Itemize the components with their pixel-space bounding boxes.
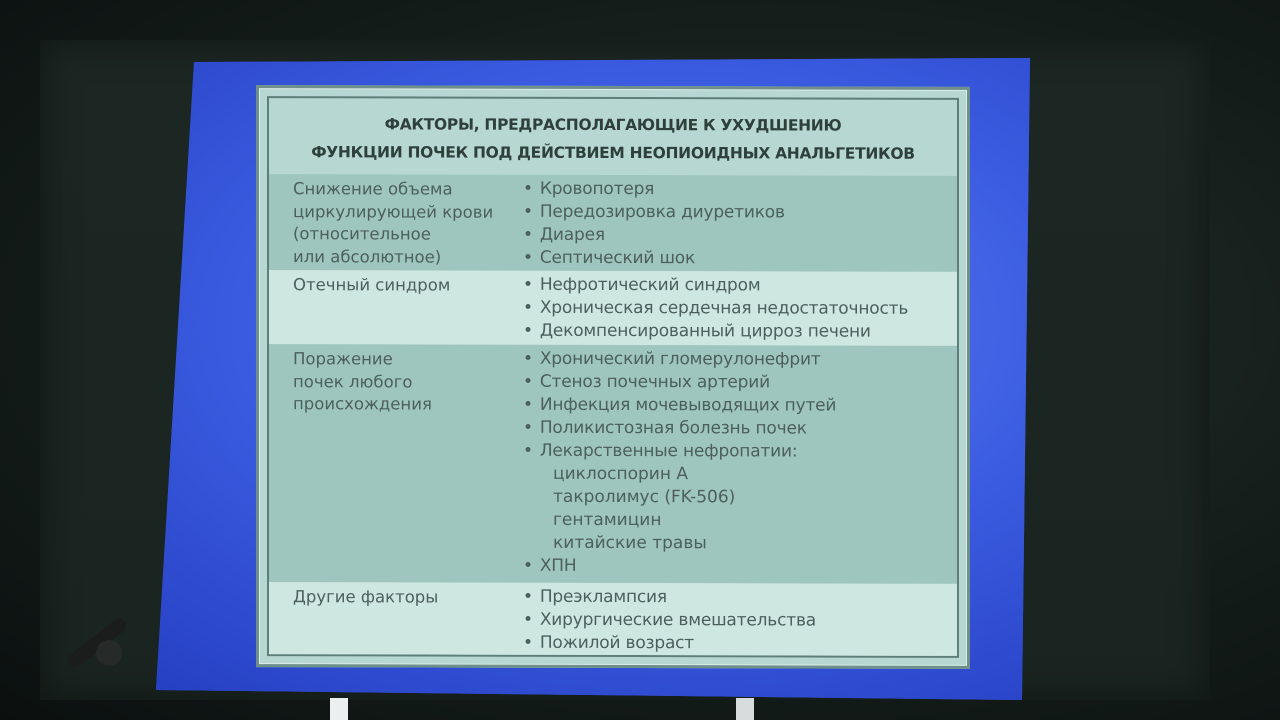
factor-items xyxy=(523,274,953,344)
title-line-1: ФАКТОРЫ, ПРЕДРАСПОЛАГАЮЩИЕ К УХУДШЕНИЮ xyxy=(384,115,842,135)
factor-item: • Нефротический синдром xyxy=(523,274,953,298)
factor-row-blood-volume xyxy=(269,174,957,272)
desk-bottle xyxy=(330,698,348,720)
microphone-icon xyxy=(96,640,122,666)
drug-subitem: такролимус (FK-506) xyxy=(553,486,736,508)
factor-item: • ХПН xyxy=(523,555,953,579)
factor-row-other xyxy=(269,582,957,656)
factor-item: • Стеноз почечных артерий xyxy=(523,371,953,395)
title-line-2: ФУНКЦИИ ПОЧЕК ПОД ДЕЙСТВИЕМ НЕОПИОИДНЫХ АНАЛЬГЕТИКОВ xyxy=(311,143,915,163)
factor-items xyxy=(523,348,953,579)
factor-category: Отечный синдром xyxy=(293,275,451,295)
factor-row-kidney-damage xyxy=(269,344,957,584)
factor-item: • Хронический гломерулонефрит xyxy=(523,348,953,372)
drug-subitem: китайские травы xyxy=(553,532,707,554)
factor-item: • Септический шок xyxy=(523,247,953,271)
factor-item: • Инфекция мочевыводящих путей xyxy=(523,394,953,418)
panel-frame xyxy=(267,96,959,658)
factor-items xyxy=(523,178,953,271)
factor-item: • Хирургические вмешательства xyxy=(523,609,953,633)
factor-category: Другие факторы xyxy=(293,587,439,607)
factor-category: Поражение почек любого происхождения xyxy=(293,349,432,414)
factor-item: • Передозировка диуретиков xyxy=(523,201,953,225)
factor-item: • Кровопотеря xyxy=(523,178,953,202)
drug-subitem: гентамицин xyxy=(553,509,662,531)
drug-subitem: циклоспорин А xyxy=(553,463,689,485)
factor-item: • Поликистозная болезнь почек xyxy=(523,417,953,441)
factor-item: • Пожилой возраст xyxy=(523,632,953,656)
factor-item: • Преэклампсия xyxy=(523,586,953,610)
factor-category: Снижение объема циркулирующей крови (относительное или абсолютное) xyxy=(293,179,494,267)
factor-item: • Декомпенсированный цирроз печени xyxy=(523,320,953,344)
factor-item: • Лекарственные нефропатии: xyxy=(523,440,953,464)
slide-table-panel xyxy=(256,85,970,669)
desk-bottle xyxy=(736,698,754,720)
slide-title xyxy=(269,110,957,168)
factor-item: • Диарея xyxy=(523,224,953,248)
factor-item: • Хроническая сердечная недостаточность xyxy=(523,297,953,321)
factor-items xyxy=(523,586,953,656)
factor-row-edema xyxy=(269,270,957,346)
